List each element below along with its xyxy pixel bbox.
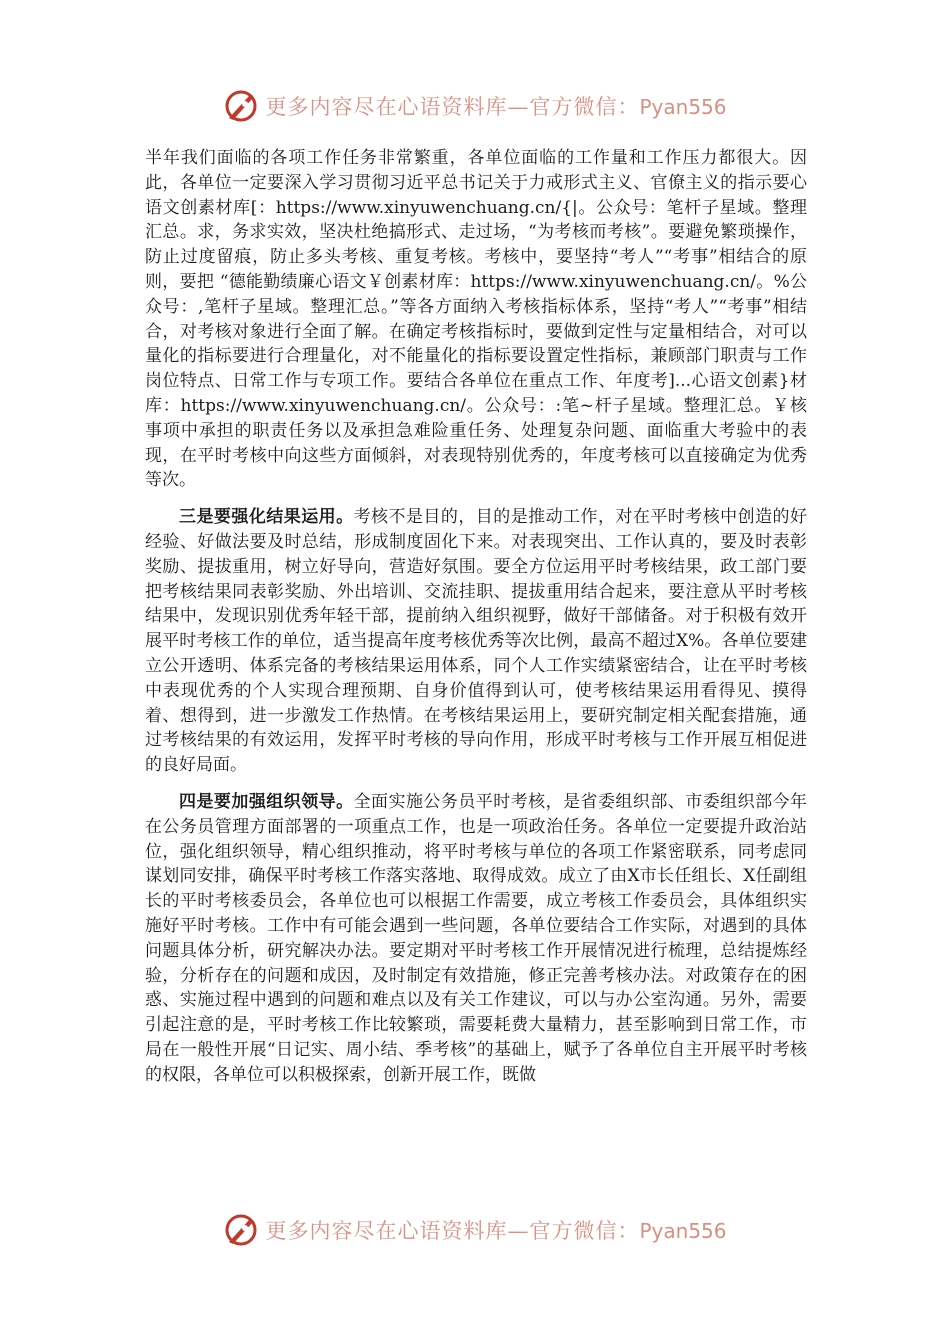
footer-watermark — [0, 1210, 950, 1250]
paragraph-3-lead: 四是要加强组织领导。 — [179, 791, 354, 812]
header-banner-text — [265, 91, 726, 121]
footer-wechat-id: Pyan556 — [639, 1219, 727, 1243]
paragraph-1 — [145, 146, 807, 493]
header-watermark — [0, 86, 950, 126]
paragraph-3 — [145, 790, 807, 1088]
paragraph-1-text: 半年我们面临的各项工作任务非常繁重，各单位面临的工作量和工作压力都很大。因此，各单位一定要深入学习贯彻习近平总书记关于力戒形式主义、官僚主义的指示要心语文创素材库[：https://www.xinyuwenchuang.cn/{|。公众号：笔杆子星域。整理汇总。求，务求实效，坚决杜绝搞形式、走过场，“为考核而考核”。要避免繁琐操作，防止过度留痕，防止多头考核、重复考核。考核中，要坚持“考人”“考事”相结合的原则，要把 “德能勤绩廉心语文￥创素材库：https://www.xinyuwenchuang.cn/。%公众号：,笔杆子星域。整理汇总。”等各方面纳入考核指标体系，坚持“考人”“考事”相结合，对考核对象进行全面了解。在确定考核指标时，要做到定性与定量相结合，对可以量化的指标要进行合理量化，对不能量化的指标要设置定性指标，兼顾部门职责与工作岗位特点、日常工作与专项工作。要结合各单位在重点工作、年度考]...心语文创素}材库：https://www.xinyuwenchuang.cn/。公众号：:笔~杆子星域。整理汇总。￥核事项中承担的职责任务以及承担急难险重任务、处理复杂问题、面临重大考验中的表现，在平时考核中向这些方面倾斜，对表现特别优秀的，年度考核可以直接确定为优秀等次。 — [145, 148, 807, 491]
footer-banner-text — [265, 1215, 726, 1245]
paragraph-2 — [145, 505, 807, 778]
brush-logo-icon — [223, 88, 259, 124]
paragraph-2-lead: 三是要强化结果运用。 — [179, 507, 354, 528]
paragraph-3-text: 全面实施公务员平时考核，是省委组织部、市委组织部今年在公务员管理方面部署的一项重点工作，也是一项政治任务。各单位一定要提升政治站位，强化组织领导，精心组织推动，将平时考核与单位的各项工作紧密联系，同考虑同谋划同安排，确保平时考核工作落实落地、取得成效。成立了由X市长任组长、X任副组长的平时考核委员会，各单位也可以根据工作需要，成立考核工作委员会，具体组织实施好平时考核。工作中有可能会遇到一些问题，各单位要结合工作实际，对遇到的具体问题具体分析，研究解决办法。要定期对平时考核工作开展情况进行梳理，总结提炼经验，分析存在的问题和成因，及时制定有效措施，修正完善考核办法。对政策存在的困惑、实施过程中遇到的问题和难点以及有关工作建议，可以与办公室沟通。另外，需要引起注意的是，平时考核工作比较繁琐，需要耗费大量精力，甚至影响到日常工作，市局在一般性开展“日记实、周小结、季考核”的基础上，赋予了各单位自主开展平时考核的权限，各单位可以积极探索，创新开展工作，既做 — [145, 791, 808, 1085]
header-wechat-id: Pyan556 — [639, 95, 727, 119]
footer-banner-label: 更多内容尽在心语资料库—官方微信： — [265, 1219, 640, 1243]
document-body — [145, 146, 807, 1087]
header-banner-label: 更多内容尽在心语资料库—官方微信： — [265, 95, 640, 119]
brush-logo-icon — [223, 1212, 259, 1248]
paragraph-2-text: 考核不是目的，目的是推动工作，对在平时考核中创造的好经验、好做法要及时总结，形成制度固化下来。对表现突出、工作认真的，要及时表彰奖励、提拔重用，树立好导向，营造好氛围。要全方位运用平时考核结果，政工部门要把考核结果同表彰奖励、外出培训、交流挂职、提拔重用结合起来，要注意从平时考核结果中，发现识别优秀年轻干部，提前纳入组织视野，做好干部储备。对于积极有效开展平时考核工作的单位，适当提高年度考核优秀等次比例，最高不超过X%。各单位要建立公开透明、体系完备的考核结果运用体系，同个人工作实绩紧密结合，让在平时考核中表现优秀的个人实现合理预期、自身价值得到认可，使考核结果运用看得见、摸得着、想得到，进一步激发工作热情。在考核结果运用上，要研究制定相关配套措施，通过考核结果的有效运用，发挥平时考核的导向作用，形成平时考核与工作开展互相促进的良好局面。 — [145, 507, 808, 776]
